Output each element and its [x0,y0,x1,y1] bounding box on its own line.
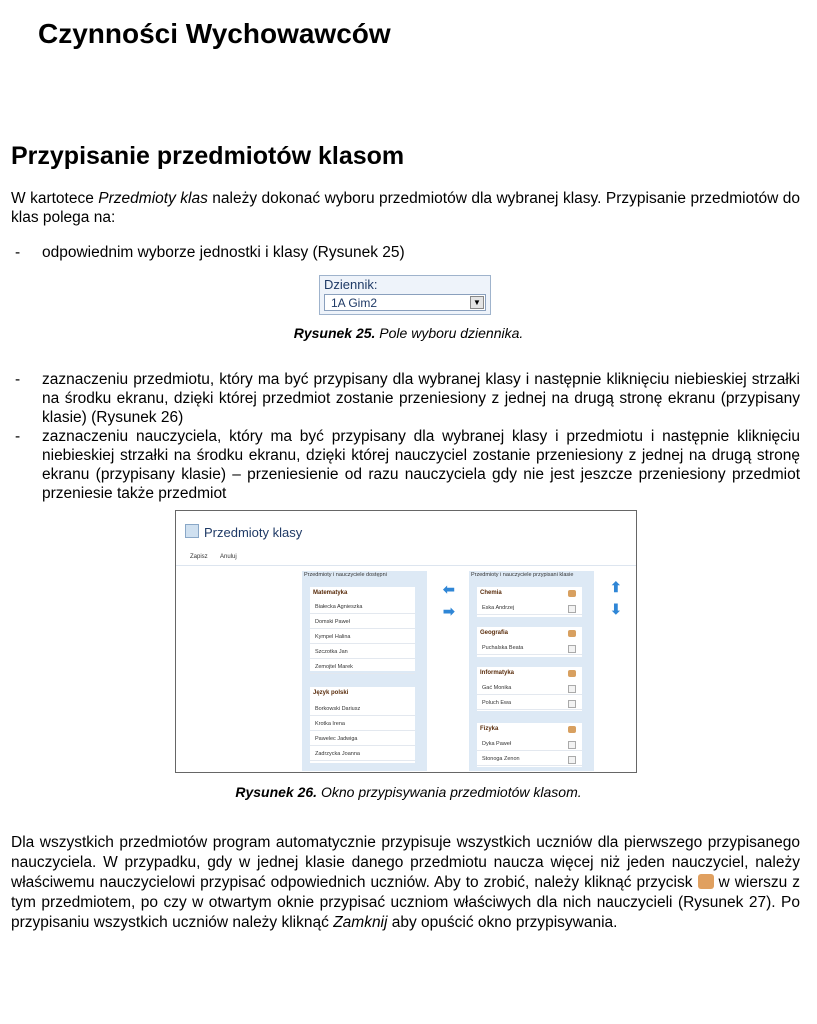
assign-students-icon[interactable] [568,670,576,677]
toolbar [176,551,636,563]
list-item[interactable]: Puchalska Beata [477,641,582,655]
group-geografia [477,627,582,657]
group-chemia [477,587,582,617]
list-item[interactable]: Gać Monika [477,681,582,695]
intro-paragraph: W kartotece Przedmioty klas należy dokonać wyboru przedmiotów dla wybranej klasy. Przypisanie przedmiotów do klas polega na: [11,190,801,226]
arrow-up-icon[interactable]: ⬆ [610,579,622,595]
group-header[interactable]: Język polski [313,690,349,696]
figure26-caption: Rysunek 26. Okno przypisywania przedmiotów klasom. [235,784,582,800]
list-item[interactable]: Poluch Ewa [477,696,582,710]
arrow-right-icon[interactable]: ➡ [443,603,455,619]
figure25-caption: Rysunek 25. Pole wyboru dziennika. [293,325,524,341]
list-item[interactable]: Zemojtel Marek [310,660,415,674]
list-item[interactable]: Zadrzycka Joanna [310,747,415,761]
list-item[interactable]: Domski Paweł [310,615,415,629]
group-jezyk-polski [310,687,415,763]
closing-paragraph: Dla wszystkich przedmiotów program automatycznie przypisuje wszystkich uczniów dla pierwszego przypisanego nauczyciela. W przypadku, gdy w jednej klasie danego przedmiotu naucza więcej niż jeden nauczyciel, należy właściwemu nauczycielowi przypisać odpowiednich uczniów. Aby to zrobić, należy kliknąć przycisk w wierszu z tym przedmiotem, po czy w otwartym oknie przypisać uczniom właściwych dla nich nauczycieli (Rysunek 27). Po przypisaniu wszystkich uczniów należy kliknąć Zamknij aby opuścić okno przypisywania. [11,834,800,931]
assigned-panel [469,571,594,771]
divider [176,565,636,566]
subjects-window [175,510,637,773]
assigned-header: Przedmioty i nauczyciele przypisani klasie [471,572,574,578]
group-header[interactable]: Chemia [480,590,502,596]
journal-selected-value: 1A Gim2 [331,296,378,310]
page-title: Czynności Wychowawców [38,18,391,49]
bullet-dash: - [15,428,21,445]
list-item[interactable]: Szczotka Jan [310,645,415,659]
save-button[interactable]: Zapisz [190,554,208,560]
group-header[interactable]: Matematyka [313,590,348,596]
list-item[interactable]: Borkowski Dariusz [310,702,415,716]
remove-checkbox-icon[interactable] [568,741,576,749]
window-icon [185,524,199,538]
remove-checkbox-icon[interactable] [568,685,576,693]
group-fizyka [477,723,582,767]
cancel-button[interactable]: Anuluj [220,554,237,560]
list-item[interactable]: Białecka Agnieszka [310,600,415,614]
assign-students-icon[interactable] [568,726,576,733]
remove-checkbox-icon[interactable] [568,645,576,653]
window-title: Przedmioty klasy [204,525,303,540]
list-item[interactable]: Dyka Paweł [477,737,582,751]
section-title: Przypisanie przedmiotów klasom [11,142,405,170]
assign-students-icon[interactable] [568,630,576,637]
group-header[interactable]: Fizyka [480,726,499,732]
bullet-1: odpowiednim wyborze jednostki i klasy (Rysunek 25) [42,244,405,261]
group-header[interactable]: Geografia [480,630,509,636]
list-item[interactable]: Pawelec Jadwiga [310,732,415,746]
available-header: Przedmioty i nauczyciele dostępni [304,572,387,578]
remove-checkbox-icon[interactable] [568,756,576,764]
remove-checkbox-icon[interactable] [568,700,576,708]
chevron-down-icon[interactable]: ▼ [470,296,484,309]
journal-select-box [319,275,491,315]
list-item[interactable]: Krotka Irena [310,717,415,731]
assign-students-icon [698,874,714,889]
group-informatyka [477,667,582,711]
remove-checkbox-icon[interactable] [568,605,576,613]
bullet-dash: - [15,371,21,388]
bullet-3: zaznaczeniu nauczyciela, który ma być przypisany dla wybranej klasy i przedmiotu i następnie kliknięciu niebieskiej strzałki na środku ekranu, dzięki której nauczyciel zostanie przeniesiony z jednej na drugą stronę ekranu (przypisany klasie) – przeniesienie od razu nauczyciela gdy nie jest jeszcze przeniesiony przedmiot przeniesie także przedmiot [42,428,800,502]
arrow-down-icon[interactable]: ⬇ [610,601,622,617]
list-item[interactable]: Eska Andrzej [477,601,582,615]
bullet-2: zaznaczeniu przedmiotu, który ma być przypisany dla wybranej klasy i następnie kliknięciu niebieskiej strzałki na środku ekranu, dzięki której przedmiot zostanie przeniesiony z jednej na drugą stronę ekranu (przypisany klasie) (Rysunek 26) [42,371,800,426]
journal-select[interactable] [324,294,486,311]
list-item[interactable]: Kympel Halina [310,630,415,644]
group-matematyka [310,587,415,671]
group-header[interactable]: Informatyka [480,670,515,676]
arrow-left-icon[interactable]: ⬅ [443,581,455,597]
assign-students-icon[interactable] [568,590,576,597]
list-item[interactable]: Stonoga Zenon [477,752,582,766]
bullet-dash: - [15,244,21,261]
journal-label: Dziennik: [324,277,378,292]
available-panel [302,571,427,771]
